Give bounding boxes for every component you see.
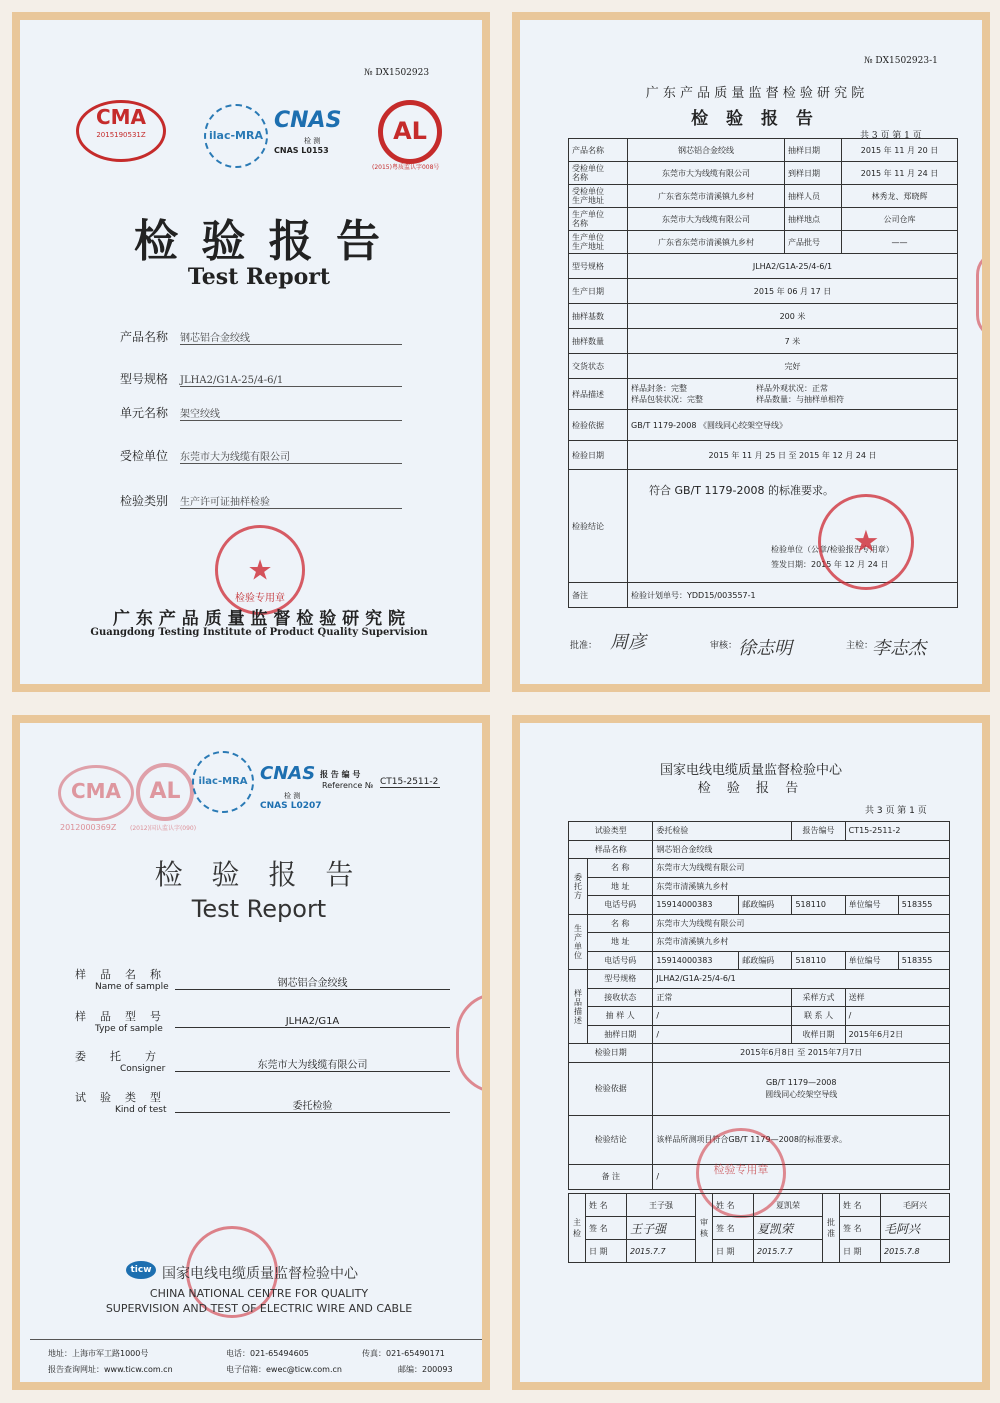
- table-row: 型号规格 JLHA2/G1A-25/4-6/1: [569, 254, 958, 279]
- table-row: 样品描述 样品封条：完整 样品外观状况：正常 样品包装状况：完整 样品数量：与抽样单相符: [569, 379, 958, 410]
- field-consigner: 委托方 Consigner 东莞市大为线缆有限公司: [75, 1048, 180, 1074]
- table-row: 备注 检验计划单号：YDD15/003557-1: [569, 583, 958, 608]
- red-seal: ★: [818, 494, 914, 590]
- field-sample-name: 样品名称 Name of sample 钢芯铝合金绞线: [75, 966, 175, 992]
- institute-name: 广 东 产 品 质 量 监 督 检 验 研 究 院: [645, 86, 865, 101]
- cal-logo: AL: [136, 763, 194, 821]
- report-title: 检 验 报 告: [697, 781, 805, 796]
- conclusion-text: 符合 GB/T 1179-2008 的标准要求。: [649, 484, 834, 497]
- signature-main: 李志杰: [872, 638, 926, 659]
- institute-en: Guangdong Testing Institute of Product Quality Supervision: [90, 627, 428, 638]
- test-report-detail-ticw: [512, 715, 990, 1390]
- field-sample-type: 样品型号 Type of sample JLHA2/G1A: [75, 1008, 175, 1034]
- cma-logo: CMA: [58, 765, 134, 821]
- ilac-mra-logo: ilac-MRA: [192, 751, 254, 813]
- title-cn: 检 验 报 告: [154, 858, 364, 891]
- title-cn: 检 验 报 告: [134, 216, 384, 267]
- certificate-cover-ticw: CMA 2012000369Z AL (2012)国认监认字(090) ilac-MRA CNAS 检 测 CNAS L0207 报 告 编 号 Reference № CT15-2511-2 检 验 报 告 Test Report 样品名称 Name of sample 钢芯铝合金绞线 样品型号 Type of sample JLHA2/G1A 委托方 Consigner 东莞市大为线缆有限公司 试验类型 Kind of test 委托检验 ticw 国家电线电缆质量监督检验中心 CHINA NATIONAL CENTRE FOR QUALITY SUPERVISION AND TEST OF ELECTRIC WIRE AND CABLE 地址：上海市军工路1000号 电话：021-65494605 传真：021-65490171 报告查询网址：www.ticw.com.cn 电子信箱：ewec@ticw.com.cn 邮编：200093: [12, 715, 490, 1390]
- report-number: № DX1502923-1: [864, 56, 938, 66]
- page-info: 共 3 页 第 1 页: [865, 806, 927, 816]
- certificate-cover-guangdong: № DX1502923 CMA 2015190531Z ilac-MRA CNAS 检 测 CNAS L0153 AL (2015)粤质监认字008号 检 验 报 告 Test Report 产品名称 钢芯铝合金绞线 型号规格 JLHA2/G1A-25/4-6/1 单元名称 架空绞线 受检单位 东莞市大为线缆有限公司 检验类别 生产许可证抽样检验 ★ 检验专用章 广 东 产 品 质 量 监 督 检 验 研 究 院 Guangdong Testing Institute of Product Quality Supervision: [12, 12, 490, 692]
- cnas-logo: CNAS: [274, 108, 342, 133]
- table-row: 生产单位 名称 东莞市大为线缆有限公司 抽样地点 公司仓库: [569, 208, 958, 231]
- ilac-mra-logo: ilac-MRA: [204, 104, 268, 168]
- table-row: 检验依据 GB/T 1179-2008 《圆线同心绞架空导线》: [569, 410, 958, 441]
- signature-review: 徐志明: [738, 638, 792, 659]
- table-row: 检验日期 2015 年 11 月 25 日 至 2015 年 12 月 24 日: [569, 441, 958, 470]
- cal-logo: AL: [378, 100, 442, 164]
- red-seal: 检验专用章: [696, 1128, 786, 1218]
- table-row: 受检单位 生产地址 广东省东莞市清溪镇九乡村 抽样人员 林秀龙、郑晓辉: [569, 185, 958, 208]
- partial-seal: [976, 250, 990, 340]
- table-row: 抽样基数 200 米: [569, 304, 958, 329]
- field-test-kind: 试验类型 Kind of test 委托检验: [75, 1089, 175, 1115]
- cma-logo: CMA 2015190531Z: [76, 100, 166, 162]
- table-row: 检验结论 符合 GB/T 1179-2008 的标准要求。 检验单位（公章/检验报告专用章） 签发日期：2015 年 12 月 24 日: [569, 470, 958, 583]
- signature-approve: 周彦: [610, 632, 646, 653]
- title-en: Test Report: [187, 264, 331, 290]
- center-name: 国家电线电缆质量监督检验中心: [659, 763, 842, 778]
- institute-cn: 广 东 产 品 质 量 监 督 检 验 研 究 院: [112, 609, 406, 629]
- field-product: 产品名称 钢芯铝合金绞线: [120, 328, 402, 345]
- table-row: 交货状态 完好: [569, 354, 958, 379]
- conclusion-text: 该样品所测项目符合GB/T 1179—2008的标准要求。: [653, 1115, 950, 1164]
- page-info: 共 3 页 第 1 页: [860, 131, 922, 141]
- table-row: 产品名称 钢芯铝合金绞线 抽样日期 2015 年 11 月 20 日: [569, 139, 958, 162]
- field-unit: 单元名称 架空绞线: [120, 404, 402, 421]
- reference-number: CT15-2511-2: [380, 777, 439, 787]
- red-seal: ★ 检验专用章: [215, 525, 305, 615]
- center-cn: 国家电线电缆质量监督检验中心: [162, 1266, 358, 1282]
- table-row: 生产日期 2015 年 06 月 17 日: [569, 279, 958, 304]
- report-table: 试验类型 委托检验 报告编号 CT15-2511-2 样品名称 钢芯铝合金绞线 委托方 名 称 东莞市大为线缆有限公司 地 址 东莞市清溪镇九乡村 电话号码 15914000383 邮政编码 518110 单位编号 518355 生产单位 名 称 东莞市大为线缆有限公司 地 址 东莞市清溪镇九乡村 电话号码 15914000383 邮政编码 518110 单位编号 518355 样品描述 型号规格 JLHA2/G1A-25/4-6/1 接收状态 正常 采样方式 送样 抽 样 人 / 联 系 人 / 抽样日期 / 收样日期 2015年6月2日 检验日期 2015年6月8日 至 2015年7月7日 检验依据 GB/T 1179—2008 圆线同心绞架空导线 检验结论 该样品所测项目符合GB/T 1179—2008的标准要求。 备 注 /: [568, 821, 950, 1190]
- table-row: 生产单位 生产地址 广东省东莞市清溪镇九乡村 产品批号 ——: [569, 231, 958, 254]
- signature-table: 主检 姓 名 王子强 审核 姓 名 夏凯荣 批准 姓 名 毛阿兴 签 名 王子强 签 名 夏凯荣 签 名 毛阿兴 日 期 2015.7.7 日 期 2015.7.7 日 期 2015.7.8: [568, 1193, 950, 1263]
- ticw-logo: ticw: [126, 1261, 156, 1279]
- field-inspected: 受检单位 东莞市大为线缆有限公司: [120, 447, 402, 464]
- footer-divider: [30, 1339, 488, 1340]
- report-number: № DX1502923: [364, 68, 430, 78]
- field-model: 型号规格 JLHA2/G1A-25/4-6/1: [120, 370, 402, 387]
- table-row: 抽样数量 7 米: [569, 329, 958, 354]
- title-en: Test Report: [191, 895, 327, 923]
- table-row: 受检单位 名称 东莞市大为线缆有限公司 到样日期 2015 年 11 月 24 日: [569, 162, 958, 185]
- test-report-detail-guangdong: № DX1502923-1 广 东 产 品 质 量 监 督 检 验 研 究 院 检 验 报 告 共 3 页 第 1 页 产品名称 钢芯铝合金绞线 抽样日期 2015 年 11 月 20 日 受检单位 名称 东莞市大为线缆有限公司 到样日期 2015 年 11 月 24 日 受检单位 生产地址 广东省东莞市清溪镇九乡村 抽样人员 林秀龙、郑晓辉 生产单位 名称 东莞市大为线缆有限公司 抽样地点 公司仓库 生产单位 生产地址 广东省东莞市清溪镇九乡村 产品批号 —— 型号规格 JLHA2/G1A-25/4-6/1 生产日期 2015 年 06 月 17 日 抽样基数 200 米 抽样数量 7 米 交货状态 完好 样品描述 样品封条：完整 样品外观状况：正常 样品包装状况：完整 样品数量：与抽样单相符 检验依据 GB/T 1179-2008 《圆线同心绞架空导线》 检验日期 2015 年 11 月 25 日 至 2015 年 12 月 24 日 检验结论 符合 GB/T 1179-2008 的标准要求。 检验单位（公章/检验报告专用章） 签发日期：2015 年 12 月 24 日 备注 检验计划单号：YDD15/003557-1 ★ 批准： 周彦 审核： 徐志明 主检： 李志杰: [512, 12, 990, 692]
- partial-seal: [456, 993, 490, 1093]
- report-title: 检 验 报 告: [691, 109, 819, 129]
- cnas-logo: CNAS: [260, 763, 316, 784]
- field-category: 检验类别 生产许可证抽样检验: [120, 492, 402, 509]
